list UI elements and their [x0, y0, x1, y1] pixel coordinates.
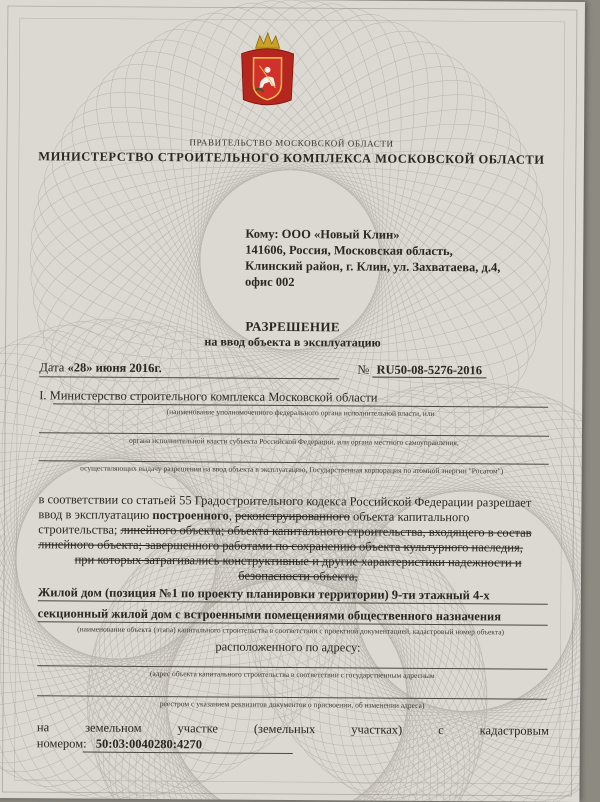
body-text: ввод в эксплуатацию [38, 507, 153, 523]
land-word: кадастровым [479, 723, 549, 738]
body-line-struck: безопасности объекта, [238, 568, 358, 584]
cadastral-number: 50:03:0040280:4270 [95, 736, 203, 752]
date-line [39, 360, 162, 376]
land-word: участках) [351, 722, 403, 737]
date-rest: июня 2016г. [95, 360, 162, 376]
addressee-line: Кому: ООО «Новый Клин» [245, 226, 400, 242]
body-paragraph [38, 492, 559, 586]
hint-authority-3: осуществляющих выдачу разрешения на ввод объекта в эксплуатацию, Государственная корпорация по атомной энергии "Росатом") [80, 463, 504, 476]
addressee-line: офис 002 [244, 274, 295, 290]
object-name-line-1: Жилой дом (позиция №1 по проекту планировки территории) 9-ти этажный 4-х [37, 585, 490, 603]
body-text-struck: линейного объекта; объекта капитального строительства, входящего в состав [120, 522, 532, 540]
body-text-bold: построенного [152, 508, 229, 523]
object-name-line-2: секционный жилой дом с встроенными помещениями общественного назначения [37, 606, 502, 624]
body-text-struck: реконструированного [234, 508, 350, 524]
date-prefix: Дата [39, 360, 65, 375]
land-word: (земельных [253, 721, 316, 737]
body-line-struck: при которых затрагивались конструктивные и другие характеристики надежности и [74, 552, 522, 570]
government-name: ПРАВИТЕЛЬСТВО МОСКОВСКОЙ ОБЛАСТИ [189, 137, 394, 149]
coat-of-arms-emblem [235, 30, 300, 110]
land-word: земельном [85, 720, 142, 735]
number-line [357, 362, 486, 378]
hint-address-1: (адрес объекта капитального строительства в соответствии с государственным адресным [149, 669, 435, 681]
land-word: на [36, 720, 50, 735]
authority-name: Министерство строительного комплекса Московской области [49, 388, 378, 405]
hint-authority-1: (наименование уполномоченного федерального органа исполнительной власти, или [166, 407, 435, 419]
address-label: расположенного по адресу: [215, 639, 361, 655]
body-line: в соответствии со статьей 55 Градостроительного кодекса Российской Федерации разрешает [38, 492, 532, 510]
body-text: строительства; [38, 522, 121, 537]
hint-object: (наименование объекта (этапа) капитального строительства в соответствии с проектной документацией, кадастровый номер объекта) [77, 624, 505, 637]
document-subtitle: на ввод объекта в эксплуатацию [204, 334, 381, 350]
land-word: с [438, 723, 444, 738]
number-prefix: № [357, 362, 370, 377]
body-line-struck: линейного объекта; завершенного работами по сохранению объекта культурного наследия, [38, 537, 523, 555]
ministry-name: МИНИСТЕРСТВО СТРОИТЕЛЬНОГО КОМПЛЕКСА МОСКОВСКОЙ ОБЛАСТИ [38, 149, 545, 167]
land-word: участке [177, 721, 219, 736]
permit-number: RU50-08-5276-2016 [372, 363, 486, 379]
hint-address-2: реестром с указанием реквизитов документов о присвоении, об изменении адреса) [159, 699, 425, 710]
section-1-label: I. [39, 388, 47, 403]
body-text: , [228, 508, 236, 523]
addressee-block [245, 226, 535, 292]
cadastral-line [37, 736, 202, 752]
document-title: РАЗРЕШЕНИЕ [245, 318, 341, 335]
hint-authority-2: органа исполнительной власти субъекта Российской Федерации, или органа местного самоуправления, [128, 435, 459, 448]
date-day: «28» [67, 360, 93, 375]
addressee-line: 141606, Россия, Московская область, [245, 242, 453, 259]
body-text: объекта капитального [349, 509, 470, 525]
addressee-line: Клинский район, г. Клин, ул. Захватаева, д.4, [245, 258, 501, 275]
land-word: номером: [36, 736, 87, 751]
